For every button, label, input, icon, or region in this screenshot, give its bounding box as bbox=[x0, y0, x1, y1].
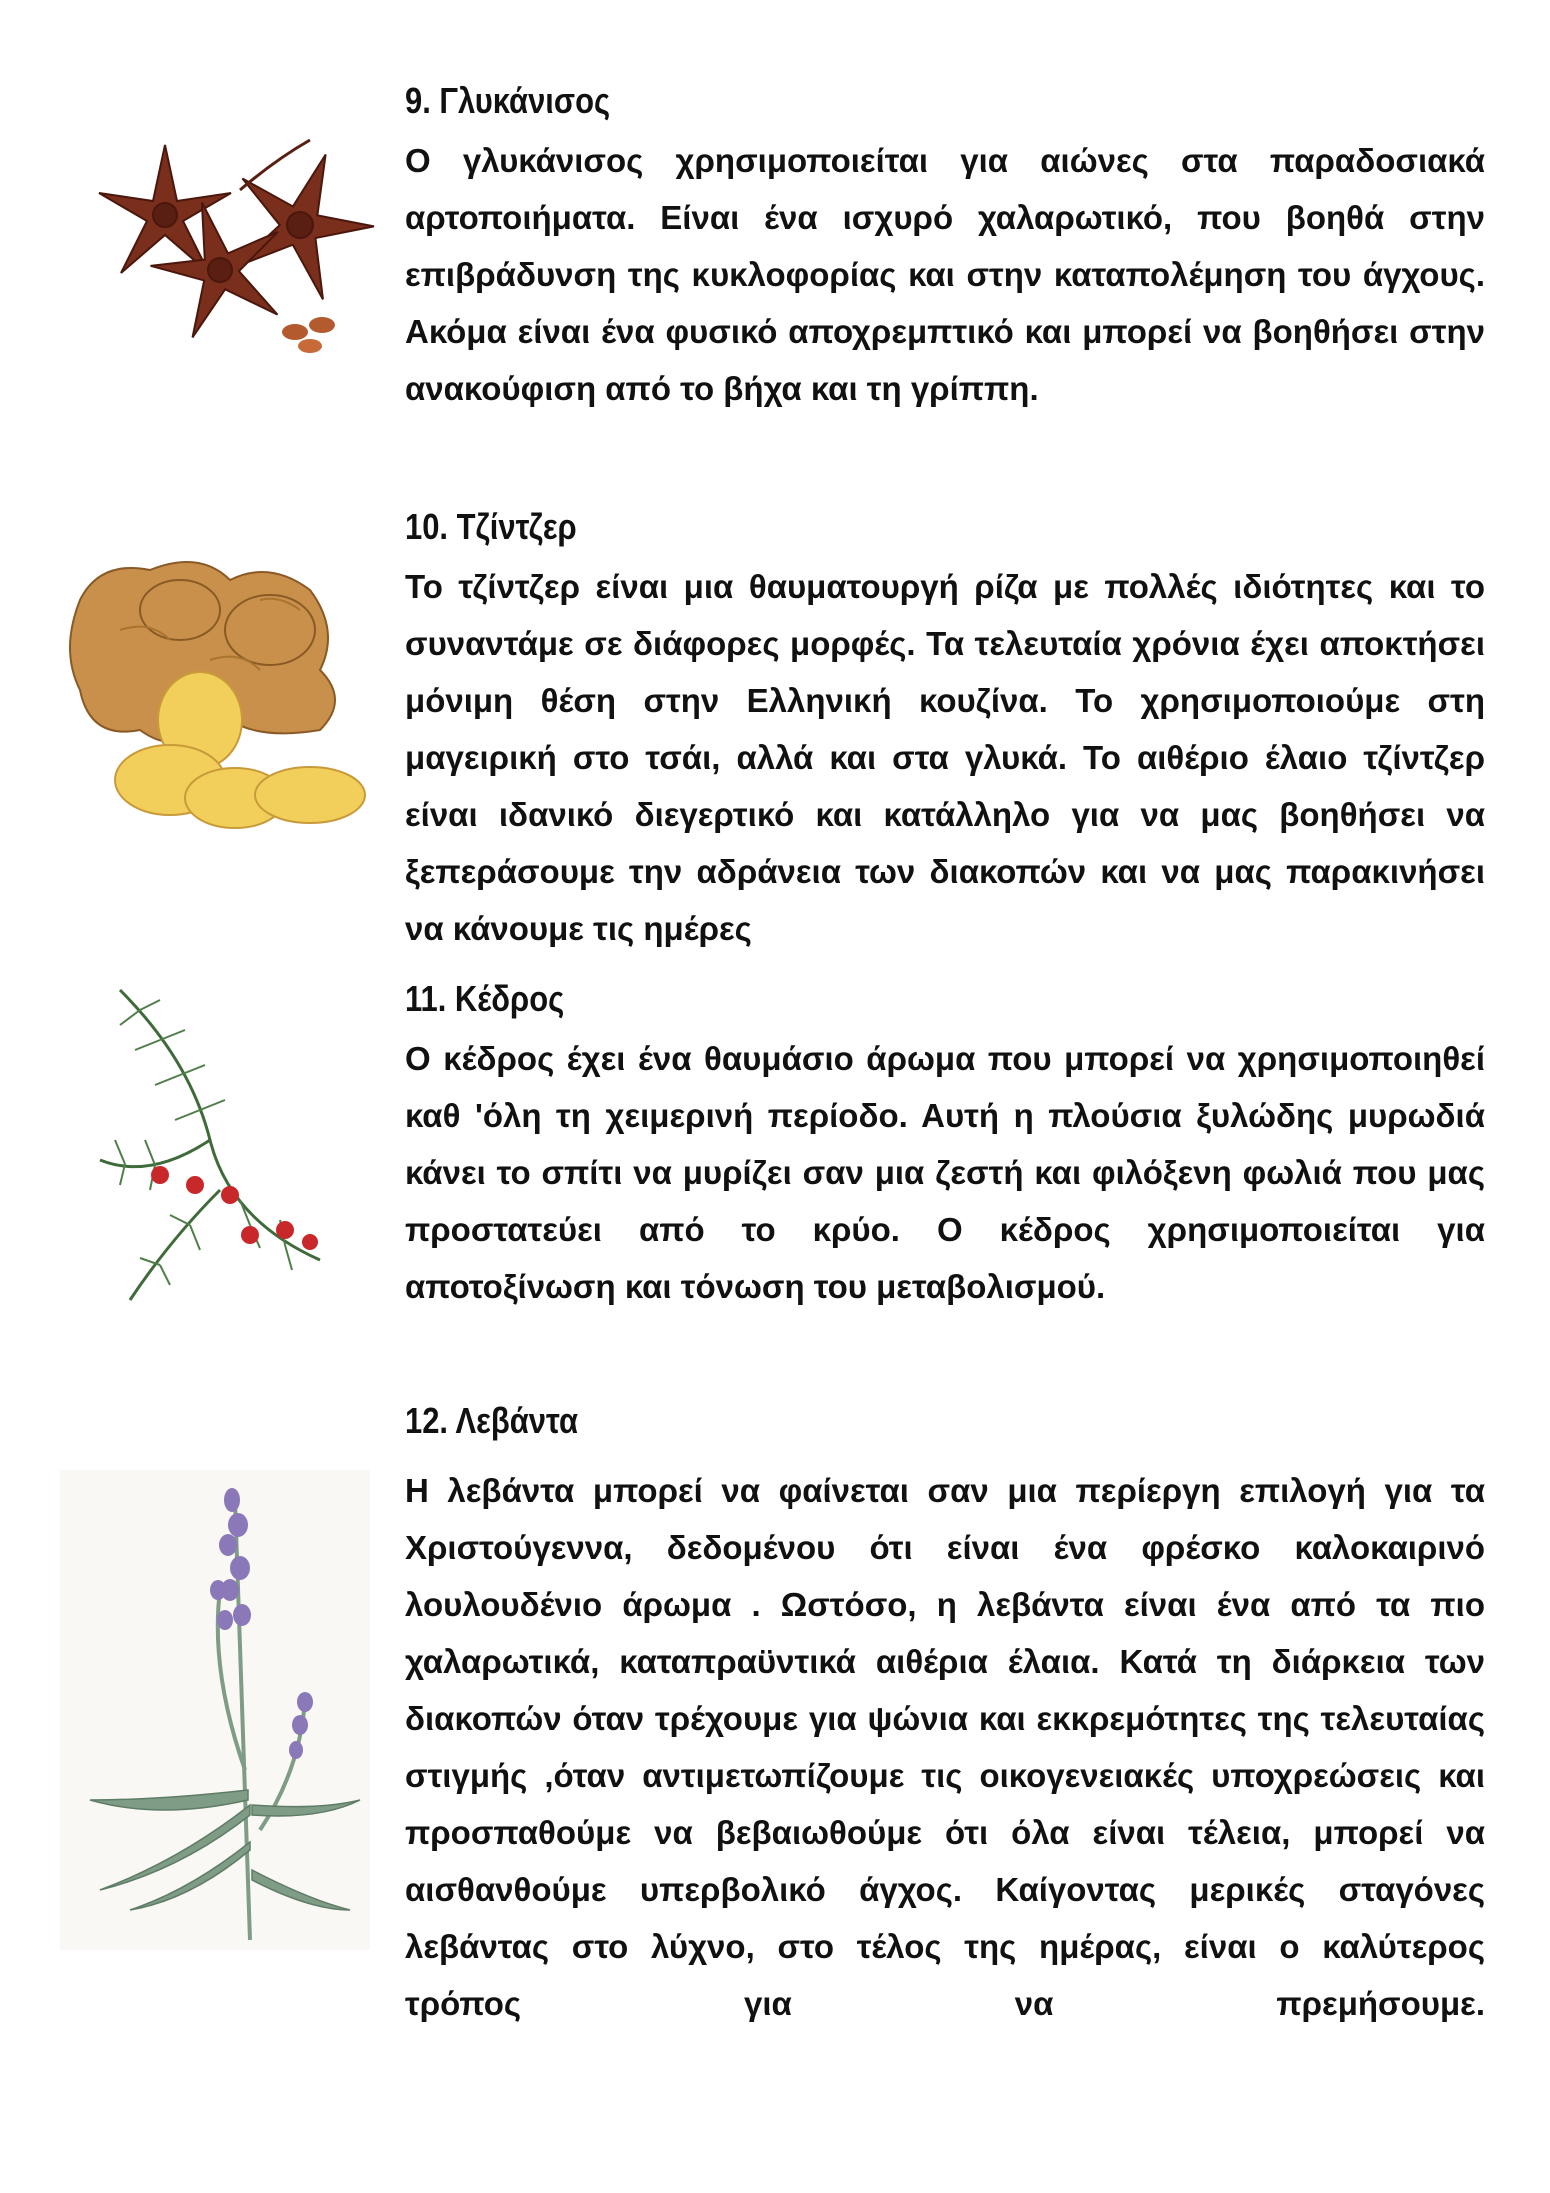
star-anise-illustration bbox=[60, 120, 400, 360]
section-title: 11. Κέδρος bbox=[405, 978, 565, 1019]
section-text: Ο κέδρος έχει ένα θαυμάσιο άρωμα που μπορεί να χρησιμοποιηθεί καθ 'όλη τη χειμερινή περίοδο. Αυτή η πλούσια ξυλώδης μυρωδιά κάνει το σπίτι να μυρίζει σαν μια ζεστή και φιλόξενη φωλιά που μας προστατεύει από το κρύο. Ο κέδρος χρησιμοποιείται για αποτοξίνωση και τόνωση του μεταβολισμού. bbox=[405, 1040, 1485, 1305]
cedar-branch-illustration bbox=[60, 980, 350, 1310]
ginger-root-illustration bbox=[60, 540, 400, 850]
section-text: Ο γλυκάνισος χρησιμοποιείται για αιώνες στα παραδοσιακά αρτοποιήματα. Είναι ένα ισχυρό χαλαρωτικό, που βοηθά στην επιβράδυνση της κυκλοφορίας και στην καταπολέμηση του άγχους. Ακόμα είναι ένα φυσικό αποχρεμπτικό και μπορεί να βοηθήσει στην ανακούφιση από το βήχα και τη γρίππη. bbox=[405, 142, 1485, 407]
section-title: 12. Λεβάντα bbox=[405, 1400, 578, 1441]
section-title: 10. Τζίντζερ bbox=[405, 506, 577, 547]
section-text: Το τζίντζερ είναι μια θαυματουργή ρίζα με πολλές ιδιότητες και το συναντάμε σε διάφορες μορφές. Τα τελευταία χρόνια έχει αποκτήσει μόνιμη θέση στην Ελληνική κουζίνα. Το χρησιμοποιούμε στη μαγειρική στο τσάι, αλλά και στα γλυκά. Το αιθέριο έλαιο τζίντζερ είναι ιδανικό διεγερτικό και κατάλληλο για να μας βοηθήσει να ξεπεράσουμε την αδράνεια των διακοπών και να μας παρακινήσει να κάνουμε τις ημέρες bbox=[405, 568, 1485, 947]
section-title: 9. Γλυκάνισος bbox=[405, 80, 611, 121]
section-text: Η λεβάντα μπορεί να φαίνεται σαν μια περίεργη επιλογή για τα Χριστούγεννα, δεδομένου ότι είναι ένα φρέσκο καλοκαιρινό λουλουδένιο άρωμα . Ωστόσο, η λεβάντα είναι ένα από τα πιο χαλαρωτικά, καταπραϋντικά αιθέρια έλαια. Κατά τη διάρκεια των διακοπών όταν τρέχουμε για ψώνια και εκκρεμότητες της τελευταίας στιγμής ,όταν αντιμετωπίζουμε τις οικογενειακές υποχρεώσεις και προσπαθούμε να βεβαιωθούμε ότι όλα είναι τέλεια, μπορεί να αισθανθούμε υπερβολικό άγχος. Καίγοντας μερικές σταγόνες λεβάντας στο λύχνο, στο τέλος της ημέρας, είναι ο καλύτερος τρόπος για να πρεμήσουμε. bbox=[405, 1472, 1485, 2022]
lavender-plant-illustration bbox=[60, 1470, 370, 1950]
